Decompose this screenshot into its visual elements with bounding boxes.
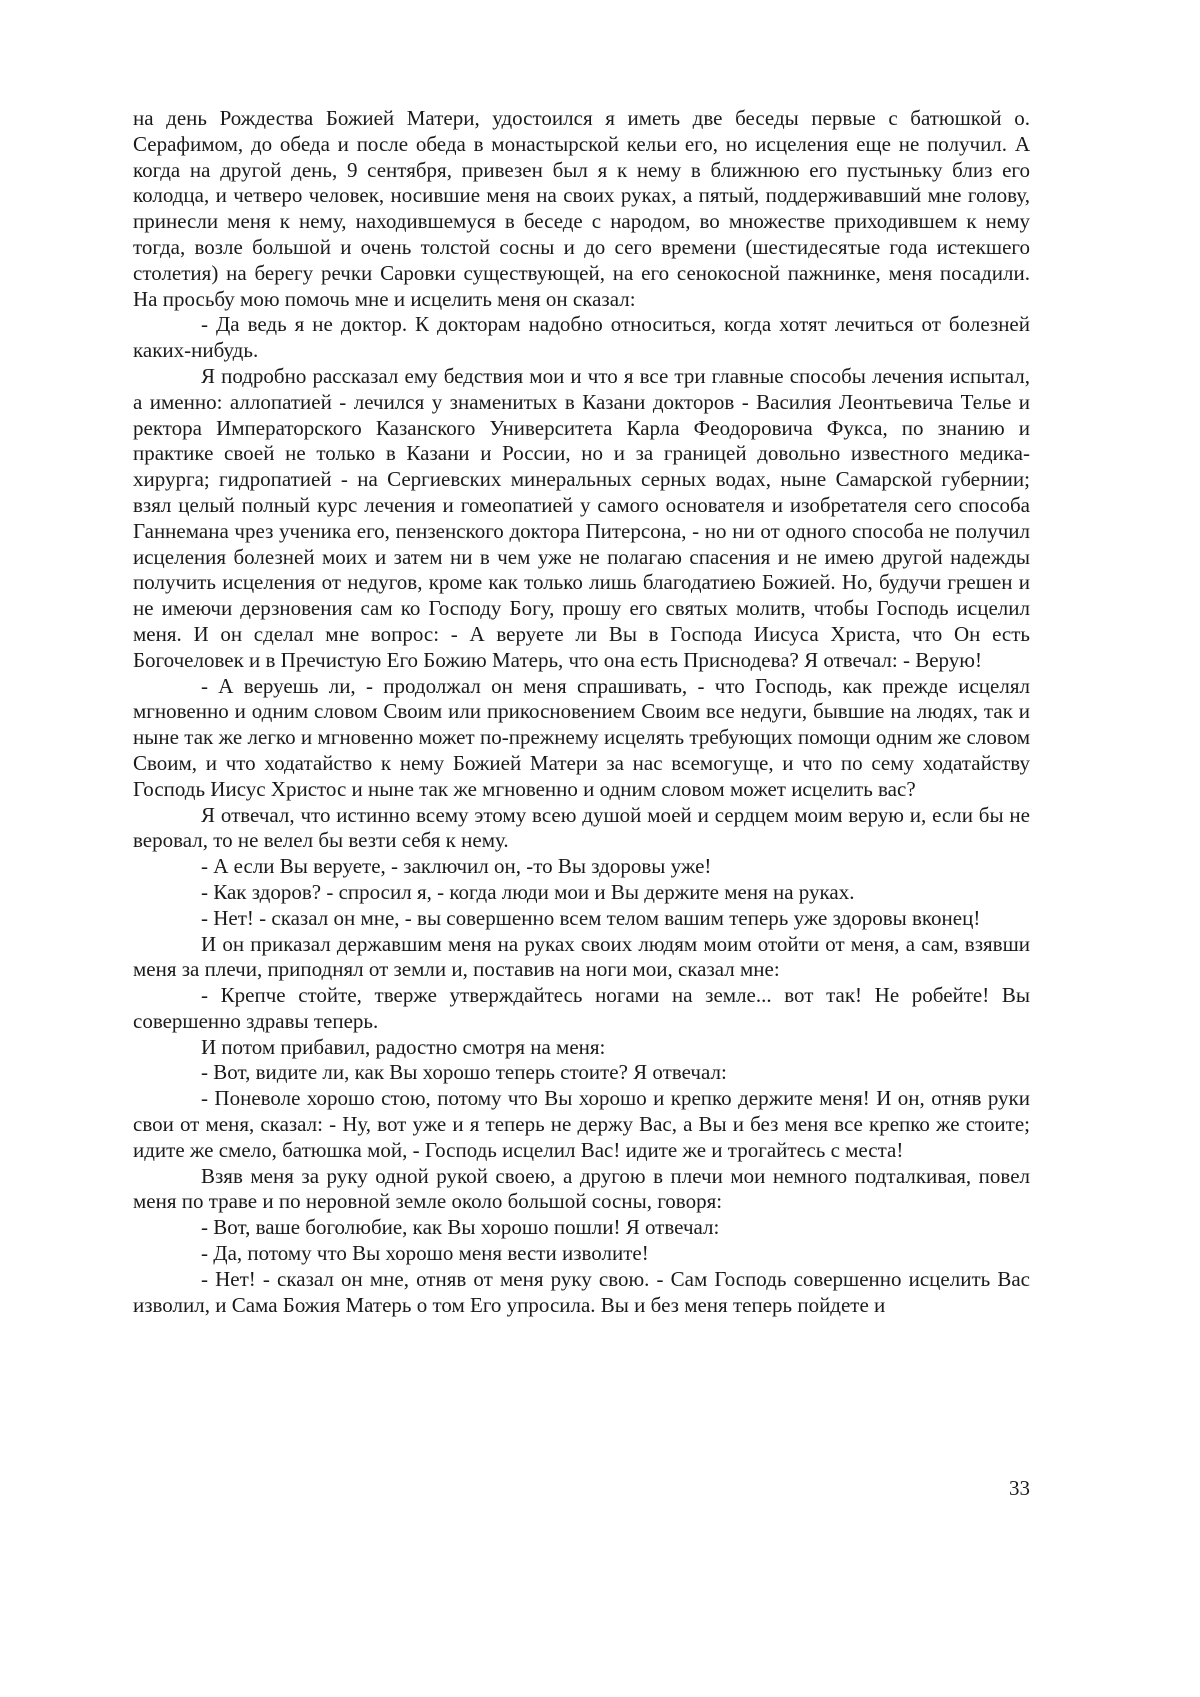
- paragraph-8: - Нет! - сказал он мне, - вы совершенно всем телом вашим теперь уже здоровы вконец!: [201, 905, 981, 930]
- paragraph-2: - Да ведь я не доктор. К докторам надобно относиться, когда хотят лечиться от болезней каких-нибудь.: [133, 312, 1030, 363]
- page-number: 33: [1009, 1476, 1030, 1500]
- paragraph-11: И потом прибавил, радостно смотря на меня:: [201, 1034, 606, 1059]
- paragraph-15: - Вот, ваше боголюбие, как Вы хорошо пошли! Я отвечал:: [201, 1215, 720, 1240]
- paragraph-16: - Да, потому что Вы хорошо меня вести изволите!: [201, 1241, 649, 1266]
- paragraph-10: - Крепче стойте, тверже утверждайтесь ногами на земле... вот так! Не робейте! Вы совершенно здравы теперь.: [133, 983, 1030, 1033]
- paragraph-14: Взяв меня за руку одной рукой своею, а другою в плечи мои немного подталкивая, повел меня по траве и по неровной земле около большой сосны, говоря:: [133, 1163, 1030, 1214]
- paragraph-12: - Вот, видите ли, как Вы хорошо теперь стоите? Я отвечал:: [201, 1060, 727, 1085]
- paragraph-6: - А если Вы веруете, - заключил он, -то Вы здоровы уже!: [201, 854, 712, 879]
- paragraph-5: Я отвечал, что истинно всему этому всею душой моей и сердцем моим верую и, если бы не веровал, то не велел бы везти себя к нему.: [133, 802, 1030, 853]
- paragraph-7: - Как здоров? - спросил я, - когда люди мои и Вы держите меня на руках.: [201, 879, 855, 904]
- paragraph-13: - Поневоле хорошо стою, потому что Вы хорошо и крепко держите меня! И он, отняв руки свои от меня, сказал: - Ну, вот уже и я теперь не держу Вас, а Вы и без меня все крепко же стоите; идите же смело, батюшка мой, - Господь исцелил Вас! идите же и трогайтесь с места!: [133, 1086, 1030, 1162]
- paragraph-17: - Нет! - сказал он мне, отняв от меня руку свою. - Сам Господь совершенно исцелить Вас изволил, и Сама Божия Матерь о том Его упросила. Вы и без меня теперь пойдете и: [133, 1266, 1030, 1317]
- paragraph-4: - А веруешь ли, - продолжал он меня спрашивать, - что Господь, как прежде исцелял мгновенно и одним словом Своим или прикосновением Своим все недуги, бывшие на людях, так и ныне так же легко и мгновенно может по-прежнему исцелять требующих помощи одним же словом Своим, и что ходатайство к нему Божией Матери за нас всемогуще, и что по сему ходатайству Господь Иисус Христос и ныне так же мгновенно и одним словом может исцелить вас?: [133, 673, 1030, 801]
- paragraph-9: И он приказал державшим меня на руках своих людям моим отойти от меня, а сам, взявши меня за плечи, приподнял от земли и, поставив на ноги мои, сказал мне:: [133, 931, 1030, 982]
- body-text: [133, 106, 1030, 1318]
- paragraph-1: на день Рождества Божией Матери, удостоился я иметь две беседы первые с батюшкой о. Серафимом, до обеда и после обеда в монастырской кельи его, но исцеления еще не получил. А когда на другой день, 9 сентября, привезен был я к нему в ближнюю его пустыньку близ его колодца, и четверо человек, носившие меня на своих руках, а пятый, поддерживавший мне голову, принесли меня к нему, находившемуся в беседе с народом, во множестве приходившем к нему тогда, возле большой и очень толстой сосны и до сего времени (шестидесятые года истекшего столетия) на берегу речки Саровки существующей, на его сенокосной пажнинке, меня посадили. На просьбу мою помочь мне и исцелить меня он сказал:: [133, 106, 1030, 311]
- paragraph-3: Я подробно рассказал ему бедствия мои и что я все три главные способы лечения испытал, а именно: аллопатией - лечился у знаменитых в Казани докторов - Василия Леонтьевича Телье и ректора Императорского Казанского Университета Карла Феодоровича Фукса, по знанию и практике своей не только в Казани и России, но и за границей довольно известного медика-хирурга; гидропатией - на Сергиевских минеральных серных водах, ныне Самарской губернии; взял целый полный курс лечения и гомеопатией у самого основателя и изобретателя сего способа Ганнемана чрез ученика его, пензенского доктора Питерсона, - но ни от одного способа не получил исцеления болезней моих и затем ни в чем уже не полагаю спасения и не имею другой надежды получить исцеления от недугов, кроме как только лишь благодатиею Божией. Но, будучи грешен и не имеючи дерзновения сам ко Господу Богу, прошу его святых молитв, чтобы Господь исцелил меня. И он сделал мне вопрос: - А веруете ли Вы в Господа Иисуса Христа, что Он есть Богочеловек и в Пречистую Его Божию Матерь, что она есть Приснодева? Я отвечал: - Верую!: [133, 363, 1030, 672]
